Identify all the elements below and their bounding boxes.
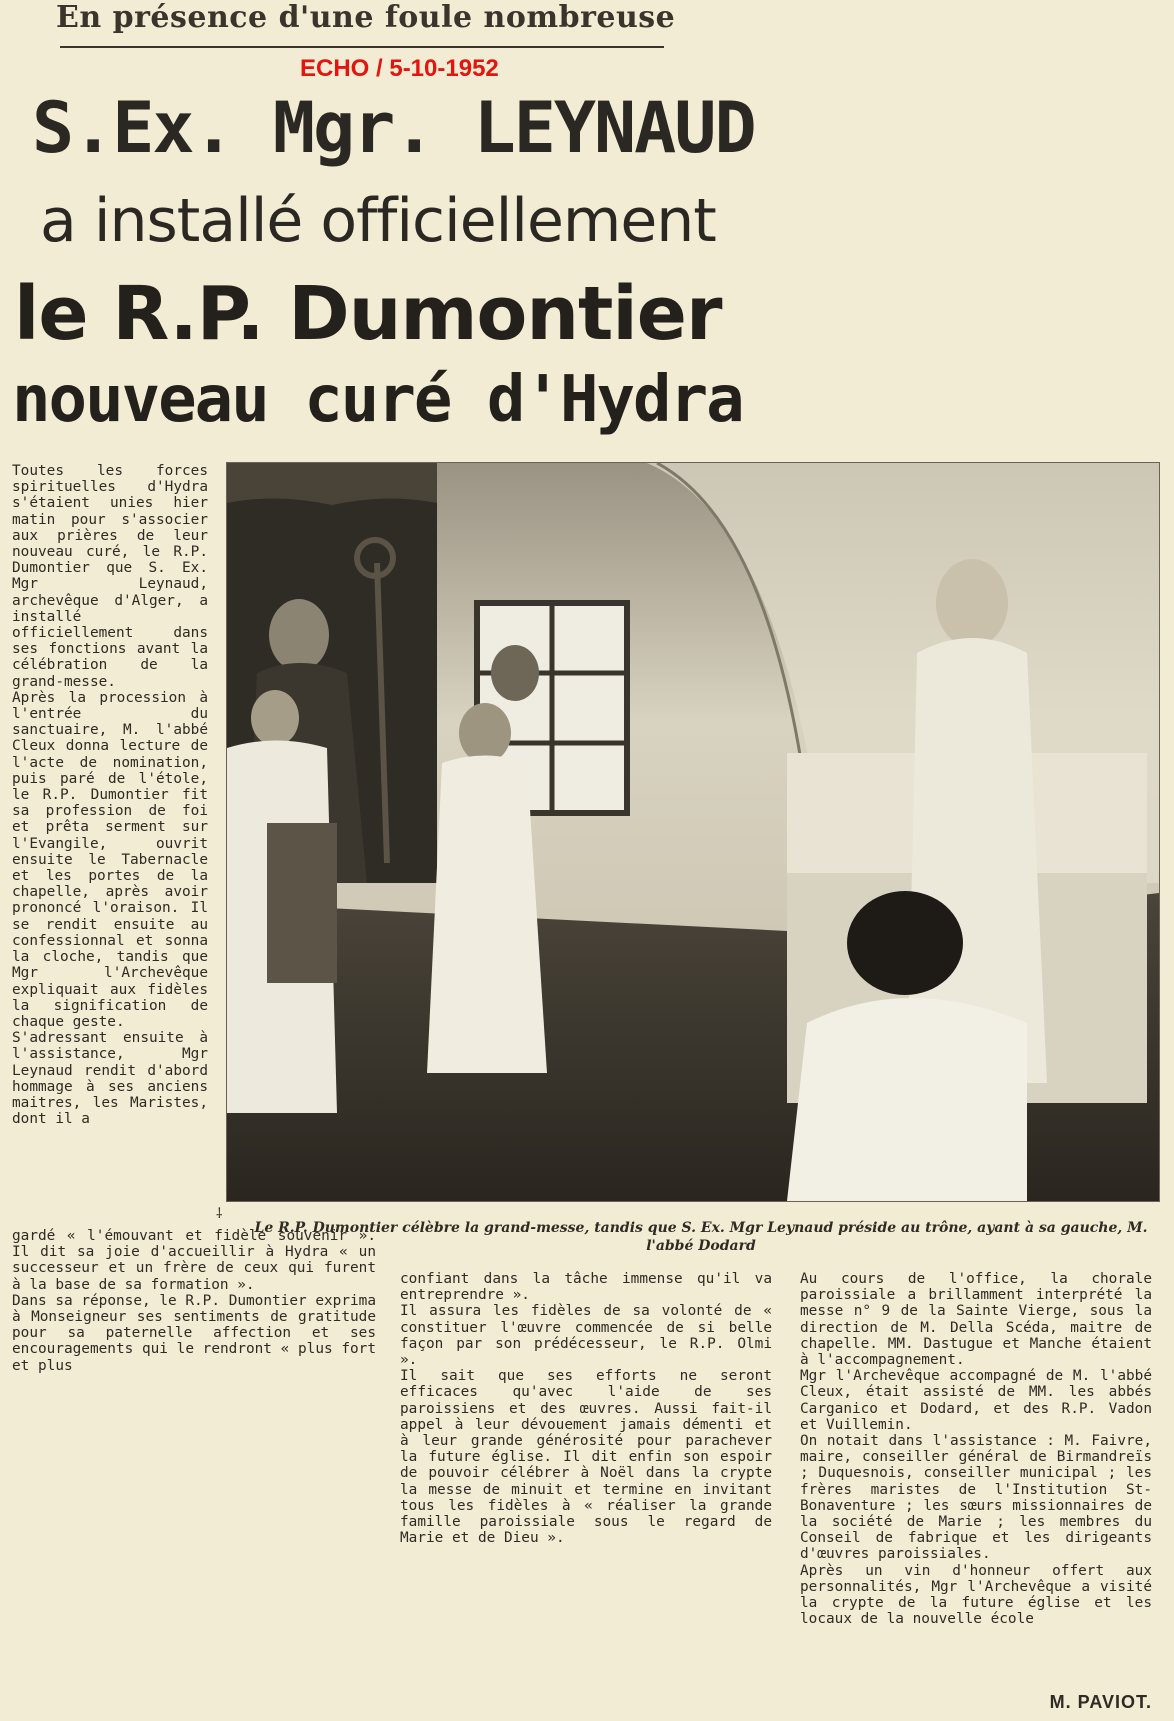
kicker-headline: En présence d'une foule nombreuse — [56, 0, 676, 35]
headline-line-3: le R.P. Dumontier — [14, 271, 722, 357]
headline-line-4: nouveau curé d'Hydra — [12, 363, 743, 437]
ceremony-photo — [226, 462, 1160, 1202]
kicker-rule — [60, 46, 664, 48]
headline-line-2: a installé officiellement — [40, 186, 716, 256]
article-column-1-top: Toutes les forces spirituelles d'Hydra s'étaient unies hier matin pour s'associer aux prières de leur nouveau curé, le R.P. Dumontier que S. Ex. Mgr Leynaud, archevêque d'Alger, a installé officiellement dans ses fonctions avant la célébration de la grand-messe. Après la procession à l'entrée du sanctuaire, M. l'abbé Cleux donna lecture de l'acte de nomination, puis paré de l'étole, le R.P. Dumontier fit sa profession de foi et prêta serment sur l'Evangile, ouvrit ensuite le Tabernacle et les portes de la chapelle, après avoir prononcé l'oraison. Il se rendit ensuite au confessionnal et sonna la cloche, tandis que Mgr l'Archevêque expliquait aux fidèles la signification de chaque geste. S'adressant ensuite à l'assistance, Mgr Leynaud rendit d'abord hommage à ses anciens maitres, les Maristes, dont il a — [12, 463, 208, 1128]
photo-caption: Le R.P. Dumontier célèbre la grand-messe, tandis que S. Ex. Mgr Leynaud préside au trône, ayant à sa gauche, M. l'abbé Dodard — [254, 1220, 1148, 1254]
caption-mark: ⸸ — [216, 1206, 223, 1222]
author-signature: M. PAVIOT. — [1049, 1692, 1152, 1712]
article-column-2: confiant dans la tâche immense qu'il va entreprendre ». Il assura les fidèles de sa volonté de « constituer l'œuvre commencée de si belle façon par son prédécesseur, le R.P. Olmi ». Il sait que ses efforts ne seront efficaces qu'avec l'aide de ses paroissiens et des œuvres. Aussi fait-il appel à leur dévouement jamais démenti et à leur grande générosité pour parachever la future église. Il dit enfin son espoir de pouvoir célébrer à Noël dans la crypte la messe de minuit et termine en invitant tous les fidèles à « réaliser la grande famille paroissiale sous le regard de Marie et de Dieu ». — [400, 1271, 772, 1547]
headline-line-1: S.Ex. Mgr. LEYNAUD — [32, 87, 755, 169]
source-label: ECHO / 5-10-1952 — [300, 55, 499, 82]
article-column-1-bottom: gardé « l'émouvant et fidèle souvenir ». Il dit sa joie d'accueillir à Hydra « un successeur et un frère de ceux qui furent à la base de sa formation ». Dans sa réponse, le R.P. Dumontier exprima à Monseigneur ses sentiments de gratitude pour sa paternelle affection et ses encouragements qui le rendront « plus fort et plus — [12, 1228, 376, 1374]
article-column-3: Au cours de l'office, la chorale paroissiale a brillamment interprété la messe n° 9 de la Sainte Vierge, sous la direction de M. Della Scéda, maitre de chapelle. MM. Dastugue et Manche étaient à l'accompagnement. Mgr l'Archevêque accompagné de M. l'abbé Cleux, était assisté de MM. les abbés Carganico et Dodard, et des R.P. Vadon et Vuillemin. On notait dans l'assistance : M. Faivre, maire, conseiller général de Birmandreïs ; Duquesnois, conseiller municipal ; les frères maristes de l'Institution St-Bonaventure ; les sœurs missionnaires de la société de Marie ; les membres du Conseil de fabrique et les dirigeants d'œuvres paroissiales. Après un vin d'honneur offert aux personnalités, Mgr l'Archevêque a visité la crypte de la future église et les locaux de la nouvelle école — [800, 1271, 1152, 1628]
ceremony-photo-illustration — [227, 463, 1159, 1201]
